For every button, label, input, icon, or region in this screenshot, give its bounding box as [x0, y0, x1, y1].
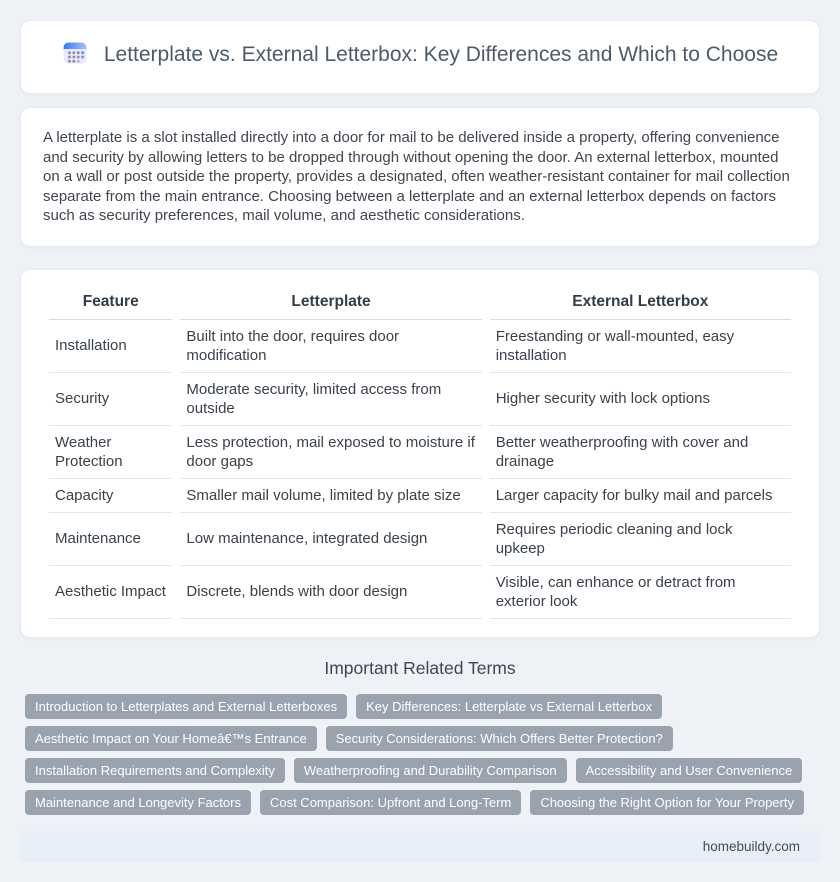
column-header-letterplate: Letterplate — [180, 284, 481, 320]
cell-feature: Installation — [49, 320, 172, 373]
column-header-feature: Feature — [49, 284, 172, 320]
cell-external: Requires periodic cleaning and lock upkeep — [490, 513, 791, 566]
cell-external: Visible, can enhance or detract from exterior look — [490, 566, 791, 619]
cell-feature: Capacity — [49, 479, 172, 513]
cell-letterplate: Less protection, mail exposed to moisture if door gaps — [180, 426, 481, 479]
calendar-icon — [62, 40, 88, 75]
cell-feature: Weather Protection — [49, 426, 172, 479]
related-term-tag[interactable]: Weatherproofing and Durability Comparison — [294, 758, 567, 783]
footer-bar — [20, 831, 820, 862]
cell-feature: Aesthetic Impact — [49, 566, 172, 619]
table-row — [49, 373, 791, 426]
related-term-tag[interactable]: Aesthetic Impact on Your Homeâ€™s Entrance — [25, 726, 317, 751]
related-term-tag[interactable]: Maintenance and Longevity Factors — [25, 790, 251, 815]
related-term-tag[interactable]: Introduction to Letterplates and External Letterboxes — [25, 694, 347, 719]
table-header-row — [49, 284, 791, 320]
table-row — [49, 513, 791, 566]
related-term-tag[interactable]: Cost Comparison: Upfront and Long-Term — [260, 790, 521, 815]
header-card — [20, 20, 820, 94]
cell-letterplate: Low maintenance, integrated design — [180, 513, 481, 566]
related-term-tag[interactable]: Key Differences: Letterplate vs External Letterbox — [356, 694, 662, 719]
comparison-table-card — [20, 269, 820, 638]
cell-letterplate: Smaller mail volume, limited by plate size — [180, 479, 481, 513]
table-row — [49, 320, 791, 373]
intro-card — [20, 107, 820, 247]
page-title-text: Letterplate vs. External Letterbox: Key Differences and Which to Choose — [103, 43, 779, 66]
table-row — [49, 426, 791, 479]
site-name: homebuildy.com — [702, 838, 800, 854]
cell-letterplate: Discrete, blends with door design — [180, 566, 481, 619]
table-row — [49, 566, 791, 619]
related-term-tag[interactable]: Installation Requirements and Complexity — [25, 758, 285, 783]
intro-paragraph: A letterplate is a slot installed directly into a door for mail to be delivered inside a property, offering convenience and security by allowing letters to be dropped through without opening the door. An external letterbox, mounted on a wall or post outside the property, provides a designated, often weather-resistant container for mail collection separate from the main entrance. Choosing between a letterplate and an external letterbox depends on factors such as security preferences, mail volume, and aesthetic considerations. — [43, 129, 790, 224]
related-terms-list — [20, 694, 820, 815]
cell-external: Higher security with lock options — [490, 373, 791, 426]
cell-feature: Security — [49, 373, 172, 426]
cell-letterplate: Built into the door, requires door modification — [180, 320, 481, 373]
cell-external: Freestanding or wall-mounted, easy installation — [490, 320, 791, 373]
cell-external: Larger capacity for bulky mail and parcels — [490, 479, 791, 513]
comparison-table — [41, 284, 799, 619]
related-term-tag[interactable]: Security Considerations: Which Offers Better Protection? — [326, 726, 673, 751]
cell-feature: Maintenance — [49, 513, 172, 566]
related-terms-heading: Important Related Terms — [324, 657, 516, 678]
cell-external: Better weatherproofing with cover and drainage — [490, 426, 791, 479]
cell-letterplate: Moderate security, limited access from outside — [180, 373, 481, 426]
table-row — [49, 479, 791, 513]
related-term-tag[interactable]: Choosing the Right Option for Your Property — [530, 790, 804, 815]
page-title — [49, 39, 791, 75]
column-header-external-letterbox: External Letterbox — [490, 284, 791, 320]
related-term-tag[interactable]: Accessibility and User Convenience — [576, 758, 803, 783]
